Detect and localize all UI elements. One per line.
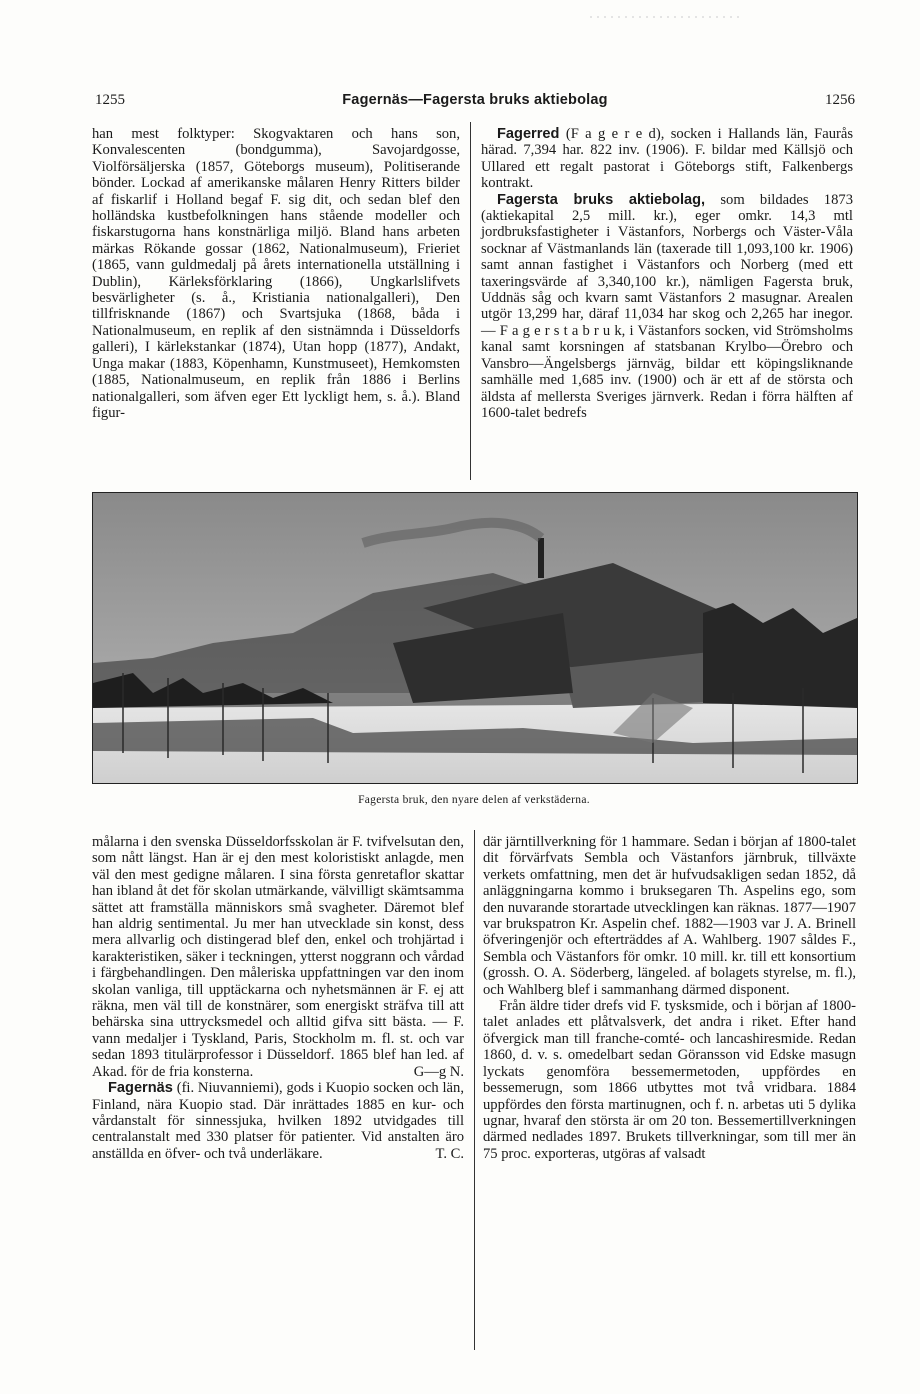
page-header	[95, 92, 855, 116]
scan-artifact	[590, 6, 740, 10]
running-title: Fagernäs—Fagersta bruks aktiebolag	[342, 92, 608, 108]
signature-tc: T. C.	[435, 1145, 464, 1162]
entry-fagernas-text: (fi. Niuvanniemi), gods i Kuopio socken och län, Finland, nära Kuopio stad. Där inrättades 1885 en kur- och vårdanstalt för sinnessjuka, hvilken 1892 utvidgades till centralanstalt med 330 platser för patienter. Vid anstalten äro anställda en öfver- och två underläkare.	[92, 1080, 464, 1162]
entry-fagerred	[481, 126, 853, 192]
column-bottom-left	[92, 834, 464, 1394]
paragraph-fagersta-history: där järntillverkning för 1 hammare. Sedan i början af 1800-talet dit förvärfvats Sembla och Västanfors järnbruk, tillväxte verkets omfattning, men det är hufvudsakligen sedan 1852, då anläggningarna kommo i bruksegaren Th. Aspelins ego, som den nuvarande storartade utvecklingen kan räknas. 1877—1907 var brukspatron Kr. Aspelin chef. 1882—1903 var J. A. Brinell öfveringenjör och efterträddes af A. Wahlberg. 1907 såldes F., Sembla och Västanfors för omkr. 10 mill. kr. till ett konsortium (grossh. O. A. Söderberg, längeled. af bolagets styrelse, m. fl.), och Wahlberg blef i sammanhang därmed disponent.	[483, 834, 856, 998]
page-number-left: 1255	[95, 92, 125, 108]
signature-gn: G—g N.	[413, 1063, 464, 1080]
paragraph-fagerlin-works: han mest folktyper: Skogvaktaren och hans son, Konvalescenten (bondgumma), Savojardgosse, Violförsäljerska (1857, Göteborgs museum), Politiserande bönder. Lockad af amerikanske målaren Henry Ritters bilder af fiskarlif i Holland begaf F. sig dit, och sedan blef den holländska kustbefolkningen hans stående modeller och fiskarstugorna hans konstnärliga miljö. Bland hans arbeten märkas Rökande gossar (1862, Nationalmuseum), Frieriet (1865, vann guldmedalj på årets internationella utställning i Dublin), Kärleksförklaring (1866), Ungkarlslifvets besvärligheter (s. å., Kristiania nationalgalleri), Den tillfrisknande (1867) och Svartsjuka (1868, båda i Nationalmuseum, en replik af den sistnämnda i Düsseldorfs galleri), I kärlekstankar (1874), Utan hopp (1877), Andakt, Unga makar (1883, Köpenhamn, Kunstmuseet), Hemkomsten (1885, Nationalmuseum, en replik från 1886 i Berlins nationalgalleri, som äfven eger Ett lyckligt hem, s. å.). Bland figur-	[92, 126, 460, 421]
page-number-right: 1256	[825, 92, 855, 108]
photo-caption: Fagersta bruk, den nyare delen af verkstäderna.	[358, 794, 590, 806]
paragraph-fagersta-production: Från äldre tider drefs vid F. tysksmide, och i början af 1800-talet anlades ett plåtvalsverk, det andra i riket. Efter hand öfvergick man till franche-comté- och lancashiresmide. Redan 1860, d. v. s. omedelbart sedan Göransson vid Edske masugn lyckats genomföra bessemermetoden, uppfördes en bessemerugn, som 1866 utbyttes mot två vridbara. 1884 uppfördes den första martinugnen, och f. n. arbetas uti 5 dylika ugnar, hvaraf den största är om 20 ton. Bessemertillverkningen därmed nedlades 1897. Brukets tillverkningar, som till mer än 75 proc. exporteras, utgöras af valsadt	[483, 998, 856, 1162]
entry-fagernas	[92, 1080, 464, 1162]
entry-fagerred-text: (F a g e r e d), socken i Hallands län, Faurås härad. 7,394 har. 822 inv. (1906). F. bildar med Källsjö och Ullared ett regalt pastorat i Göteborgs stift, Falkenbergs kontrakt.	[481, 126, 854, 192]
column-divider-top	[470, 122, 471, 480]
lemma-fagersta: Fagersta bruks aktiebolag,	[497, 191, 706, 208]
column-bottom-right	[483, 834, 856, 1394]
column-top-right	[481, 126, 853, 476]
paragraph-fagerlin-text: målarna i den svenska Düsseldorfsskolan är F. tvifvelsutan den, som nått längst. Han är ej den mest koloristiskt anlagde, men väl den mest gedigne målaren. I sina första genretaflor skattar han ibland åt det för skolan utmärkande, välvilligt skämtsamma sättet att framställa människors små svagheter. Däremot blef han aldrig sentimental. Ju mer han utvecklade sin konst, dess mera allvarlig och distingerad blef den, enkel och trohjärtad i karakteristiken, säker i teckningen, ytterst noggrann och vårdad i färgbehandlingen. Den måleriska uppfattningen var den inom skolan vanliga, till upptäckarna och nyhetsmännen är F. ej att räkna, men väl till de konstnärer, som energiskt sträfva till att behärska sina uttrycksmedel och alltid gifva sitt bästa. — F. vann medaljer i Tyskland, Paris, Stockholm m. fl. st. och var sedan 1893 titulärprofessor i Düsseldorf. 1865 blef han led. af Akad. för de fria konsterna.	[92, 834, 464, 1080]
photo-fagersta-bruk	[92, 492, 858, 784]
entry-fagersta-text: som bildades 1873 (aktiekapital 2,5 mill. kr.), eger omkr. 14,3 mtl jordbruksfastigheter i Västanfors, Norbergs och Väster-Våla socknar af Västmanlands län (taxerade till 1,093,100 kr. 1906) samt annan fastighet i Västanfors och Norberg (med ett taxeringsvärde af 3,340,100 kr.), nämligen Fagersta bruk, Uddnäs såg och kvarn samt Västanfors 2 masugnar. Arealen utgör 13,299 har, däraf 11,034 har skog och 2,265 har inegor. — F a g e r s t a b r u k, i Västanfors socken, vid Strömsholms kanal samt korsningen af statsbanan Krylbo—Örebro och Vansbro—Ängelsbergs järnväg, bildar ett köpingsliknande samhälle med 1,685 inv. (1900) och är ett af de största och äldsta af mellersta Sveriges järnverk. Redan i förra hälften af 1600-talet bedrefs	[481, 191, 853, 421]
column-divider-bottom	[474, 830, 475, 1350]
lemma-fagerred: Fagerred	[497, 126, 560, 142]
column-top-left	[92, 126, 460, 476]
lemma-fagernas: Fagernäs	[108, 1080, 173, 1097]
entry-fagersta	[481, 192, 853, 422]
paragraph-fagerlin-assessment	[92, 834, 464, 1080]
